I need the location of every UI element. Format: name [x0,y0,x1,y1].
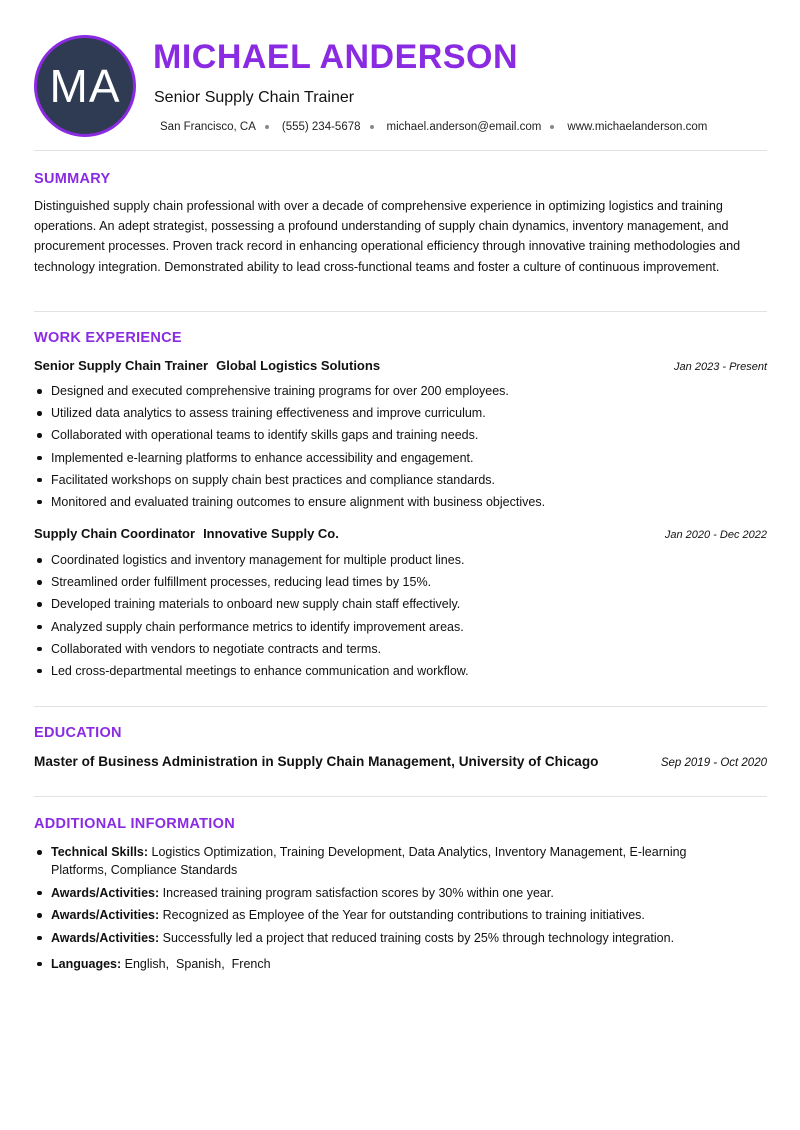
additional-information-heading: ADDITIONAL INFORMATION [34,816,235,832]
list-item: Analyzed supply chain performance metrics to identify improvement areas. [34,619,767,636]
info-text: Recognized as Employee of the Year for outstanding contributions to training initiatives. [162,908,645,923]
contact-email[interactable]: michael.anderson@email.com [386,121,542,133]
list-item: Implemented e-learning platforms to enhance accessibility and engagement. [34,450,767,467]
info-text: English, Spanish, French [124,956,271,971]
list-item: Streamlined order fulfillment processes, reducing lead times by 15%. [34,574,767,591]
summary-text: Distinguished supply chain professional with over a decade of comprehensive experience in optimizing logistics and training operations. An adept strategist, possessing a profound understanding of supply chain dynamics, inventory management, and procurement processes. Proven track record in enhancing operational efficiency through innovative training methodologies and technology integration. Demonstrated ability to lead cross-functional teams and foster a culture of continuous improvement. [34,199,741,274]
education-date: Sep 2019 - Oct 2020 [660,757,767,769]
job-header [34,358,767,373]
info-label: Languages: [51,956,122,971]
avatar: MA [34,35,136,137]
info-label: Awards/Activities: [51,885,160,900]
job-date: Jan 2023 - Present [674,361,767,373]
info-text: Successfully led a project that reduced training costs by 25% through technology integration. [162,930,675,945]
divider [34,706,767,707]
contact-line [160,121,707,133]
divider [34,311,767,312]
list-item: Designed and executed comprehensive training programs for over 200 employees. [34,383,767,400]
info-text: Logistics Optimization, Training Development, Data Analytics, Inventory Management, E-learning Platforms, Compliance Standards [51,845,687,877]
job-bullets [34,552,767,685]
additional-info-list [34,843,734,977]
list-item: Utilized data analytics to assess training effectiveness and improve curriculum. [34,405,767,422]
contact-location: San Francisco, CA [160,121,256,133]
info-text: Increased training program satisfaction scores by 30% within one year. [162,885,554,900]
dot-separator-icon [265,125,269,129]
education-degree: Master of Business Administration in Supply Chain Management, University of Chicago [34,754,599,769]
job-company: Global Logistics Solutions [216,358,381,373]
job-bullets [34,383,767,516]
dot-separator-icon [370,125,374,129]
list-item [34,906,734,924]
job-position: Senior Supply Chain Trainer [34,358,209,373]
contact-phone: (555) 234-5678 [281,121,361,133]
list-item: Monitored and evaluated training outcomes to ensure alignment with business objectives. [34,494,767,511]
candidate-name: MICHAEL ANDERSON [153,38,519,76]
list-item: Collaborated with vendors to negotiate contracts and terms. [34,641,767,658]
list-item: Developed training materials to onboard new supply chain staff effectively. [34,596,767,613]
education-heading: EDUCATION [34,725,122,741]
job-title [34,526,339,541]
education-entry [34,754,767,769]
info-label: Technical Skills: [51,845,149,859]
contact-website[interactable]: www.michaelanderson.com [567,121,708,133]
list-item [34,929,734,947]
list-item: Led cross-departmental meetings to enhance communication and workflow. [34,663,767,680]
work-experience-heading: WORK EXPERIENCE [34,330,182,346]
list-item [34,955,734,973]
dot-separator-icon [550,125,554,129]
list-item: Collaborated with operational teams to identify skills gaps and training needs. [34,427,767,444]
divider [34,796,767,797]
summary-heading: SUMMARY [34,171,111,187]
job-header [34,526,767,541]
job-date: Jan 2020 - Dec 2022 [664,529,767,541]
job-company: Innovative Supply Co. [203,526,339,541]
list-item: Coordinated logistics and inventory management for multiple product lines. [34,552,767,569]
candidate-role: Senior Supply Chain Trainer [154,89,355,106]
divider [34,150,767,151]
list-item [34,884,734,902]
list-item: Facilitated workshops on supply chain best practices and compliance standards. [34,472,767,489]
info-label: Awards/Activities: [51,908,160,923]
list-item [34,843,734,879]
job-position: Supply Chain Coordinator [34,526,196,541]
job-title [34,358,380,373]
info-label: Awards/Activities: [51,930,160,945]
